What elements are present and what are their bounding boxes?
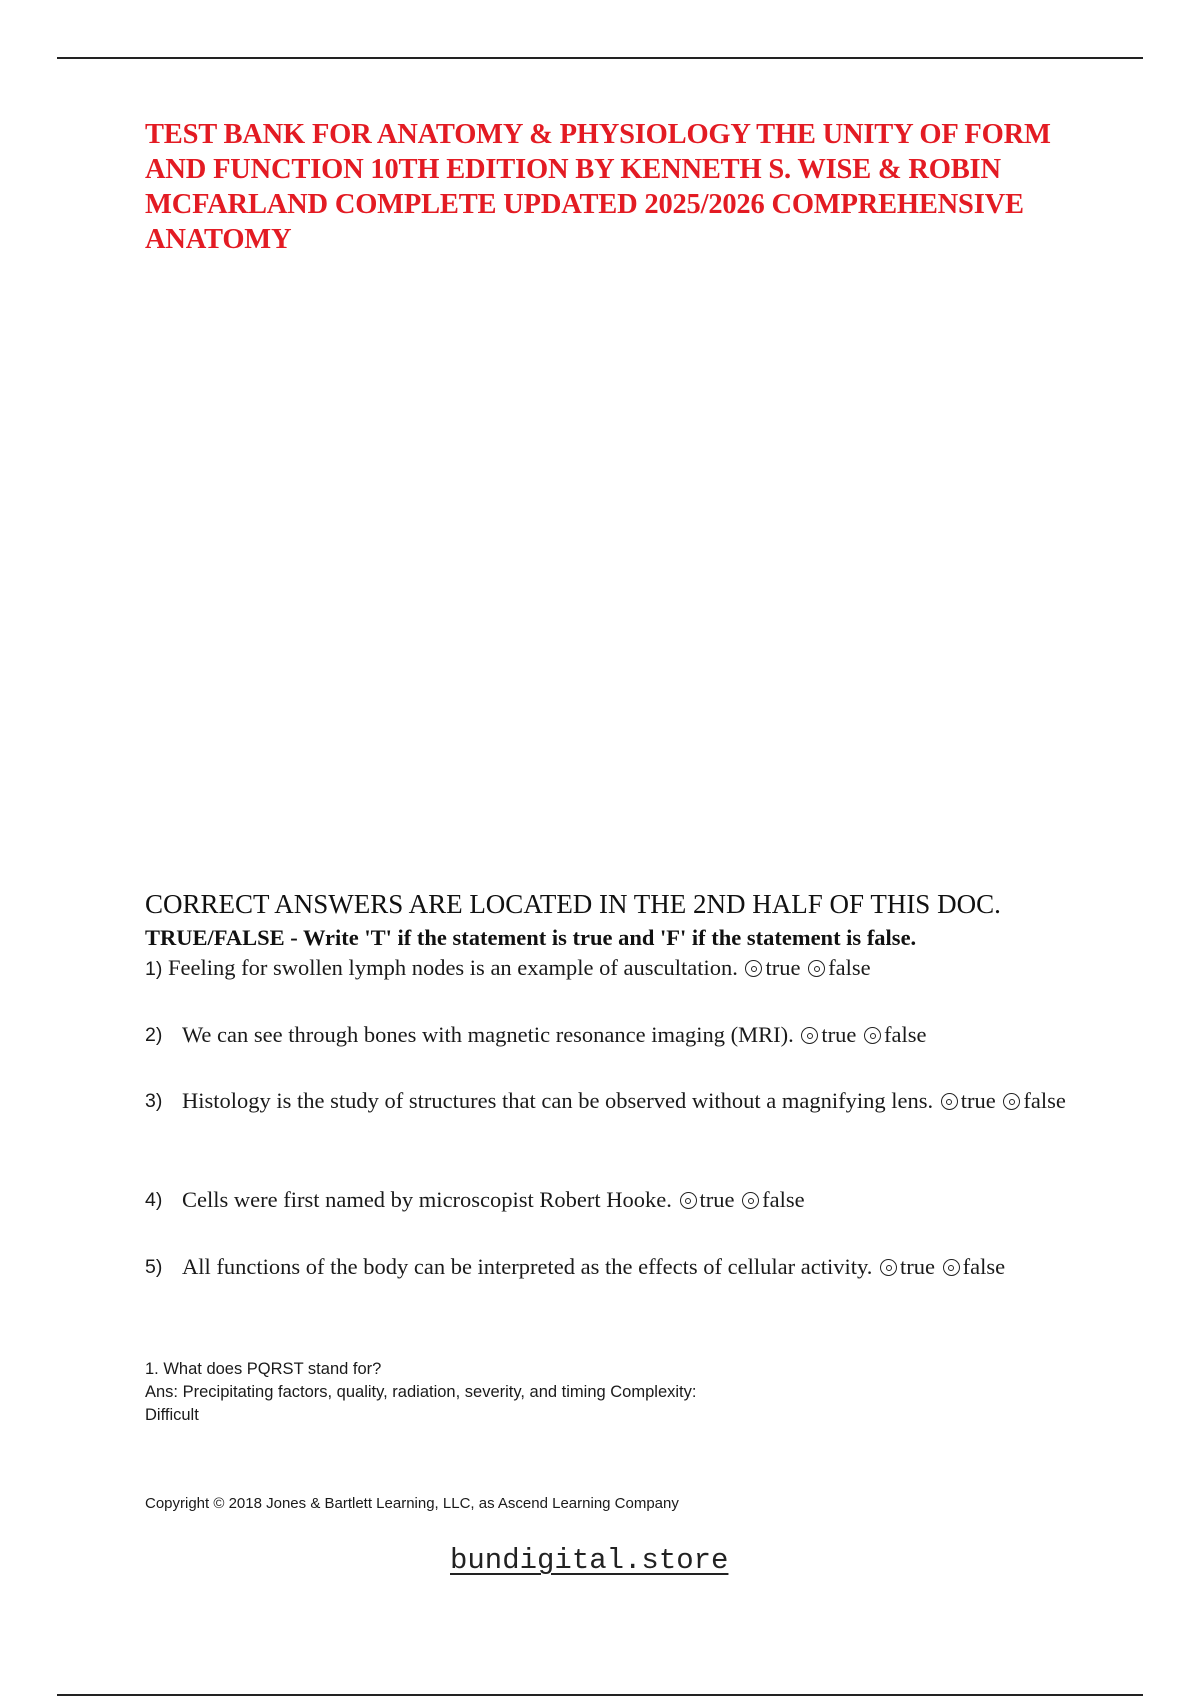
option-false-label: false xyxy=(884,1022,927,1047)
top-rule xyxy=(57,57,1143,59)
radio-false-icon[interactable] xyxy=(808,960,825,977)
option-false-label: false xyxy=(962,1254,1006,1279)
option-false-label: false xyxy=(1023,1088,1066,1113)
radio-true-icon[interactable] xyxy=(680,1192,697,1209)
question-text: Cells were first named by microscopist Robert Hooke. xyxy=(182,1187,672,1212)
bottom-rule xyxy=(57,1694,1143,1696)
radio-true-icon[interactable] xyxy=(941,1093,958,1110)
true-false-instructions: TRUE/FALSE - Write 'T' if the statement is true and 'F' if the statement is false. xyxy=(145,925,917,950)
radio-false-icon[interactable] xyxy=(742,1192,759,1209)
store-link[interactable]: bundigital.store xyxy=(450,1544,729,1577)
option-false-label: false xyxy=(762,1187,805,1212)
option-true-label: true xyxy=(960,1088,996,1113)
question-2 xyxy=(145,1019,1082,1051)
pqrst-complexity: Difficult xyxy=(145,1406,199,1424)
answers-note: CORRECT ANSWERS ARE LOCATED IN THE 2ND HALF OF THIS DOC. xyxy=(145,889,1001,919)
question-5 xyxy=(145,1251,1082,1283)
option-true-label: true xyxy=(900,1254,935,1279)
question-number: 2) xyxy=(145,1024,163,1046)
radio-false-icon[interactable] xyxy=(943,1259,960,1276)
question-text: We can see through bones with magnetic resonance imaging (MRI). xyxy=(182,1022,794,1047)
question-number: 4) xyxy=(145,1189,163,1211)
option-true-label: true xyxy=(699,1187,735,1212)
question-1 xyxy=(145,952,1095,985)
question-number: 1) xyxy=(145,958,163,980)
question-text: Histology is the study of structures that can be observed without a magnifying lens. xyxy=(182,1088,934,1113)
question-4 xyxy=(145,1184,1082,1216)
question-text: All functions of the body can be interpreted as the effects of cellular activity. xyxy=(182,1254,873,1279)
option-true-label: true xyxy=(821,1022,857,1047)
pqrst-question-block xyxy=(145,1358,825,1427)
question-number: 3) xyxy=(145,1090,163,1112)
copyright-notice: Copyright © 2018 Jones & Bartlett Learning, LLC, as Ascend Learning Company xyxy=(145,1495,679,1512)
radio-false-icon[interactable] xyxy=(1003,1093,1020,1110)
question-number: 5) xyxy=(145,1256,163,1278)
radio-true-icon[interactable] xyxy=(801,1027,818,1044)
radio-true-icon[interactable] xyxy=(880,1259,897,1276)
radio-false-icon[interactable] xyxy=(864,1027,881,1044)
question-text: Feeling for swollen lymph nodes is an example of auscultation. xyxy=(167,955,738,980)
document-title: TEST BANK FOR ANATOMY & PHYSIOLOGY THE UNITY OF FORM AND FUNCTION 10TH EDITION BY KENNETH S. WISE & ROBIN MCFARLAND COMPLETE UPDATED 2025/2026 COMPREHENSIVE ANATOMY xyxy=(145,119,1051,255)
radio-true-icon[interactable] xyxy=(745,960,762,977)
option-true-label: true xyxy=(765,955,801,980)
question-3 xyxy=(145,1085,1127,1117)
option-false-label: false xyxy=(828,955,871,980)
pqrst-answer: Ans: Precipitating factors, quality, radiation, severity, and timing Complexity: xyxy=(145,1383,697,1401)
pqrst-question: 1. What does PQRST stand for? xyxy=(145,1360,382,1378)
